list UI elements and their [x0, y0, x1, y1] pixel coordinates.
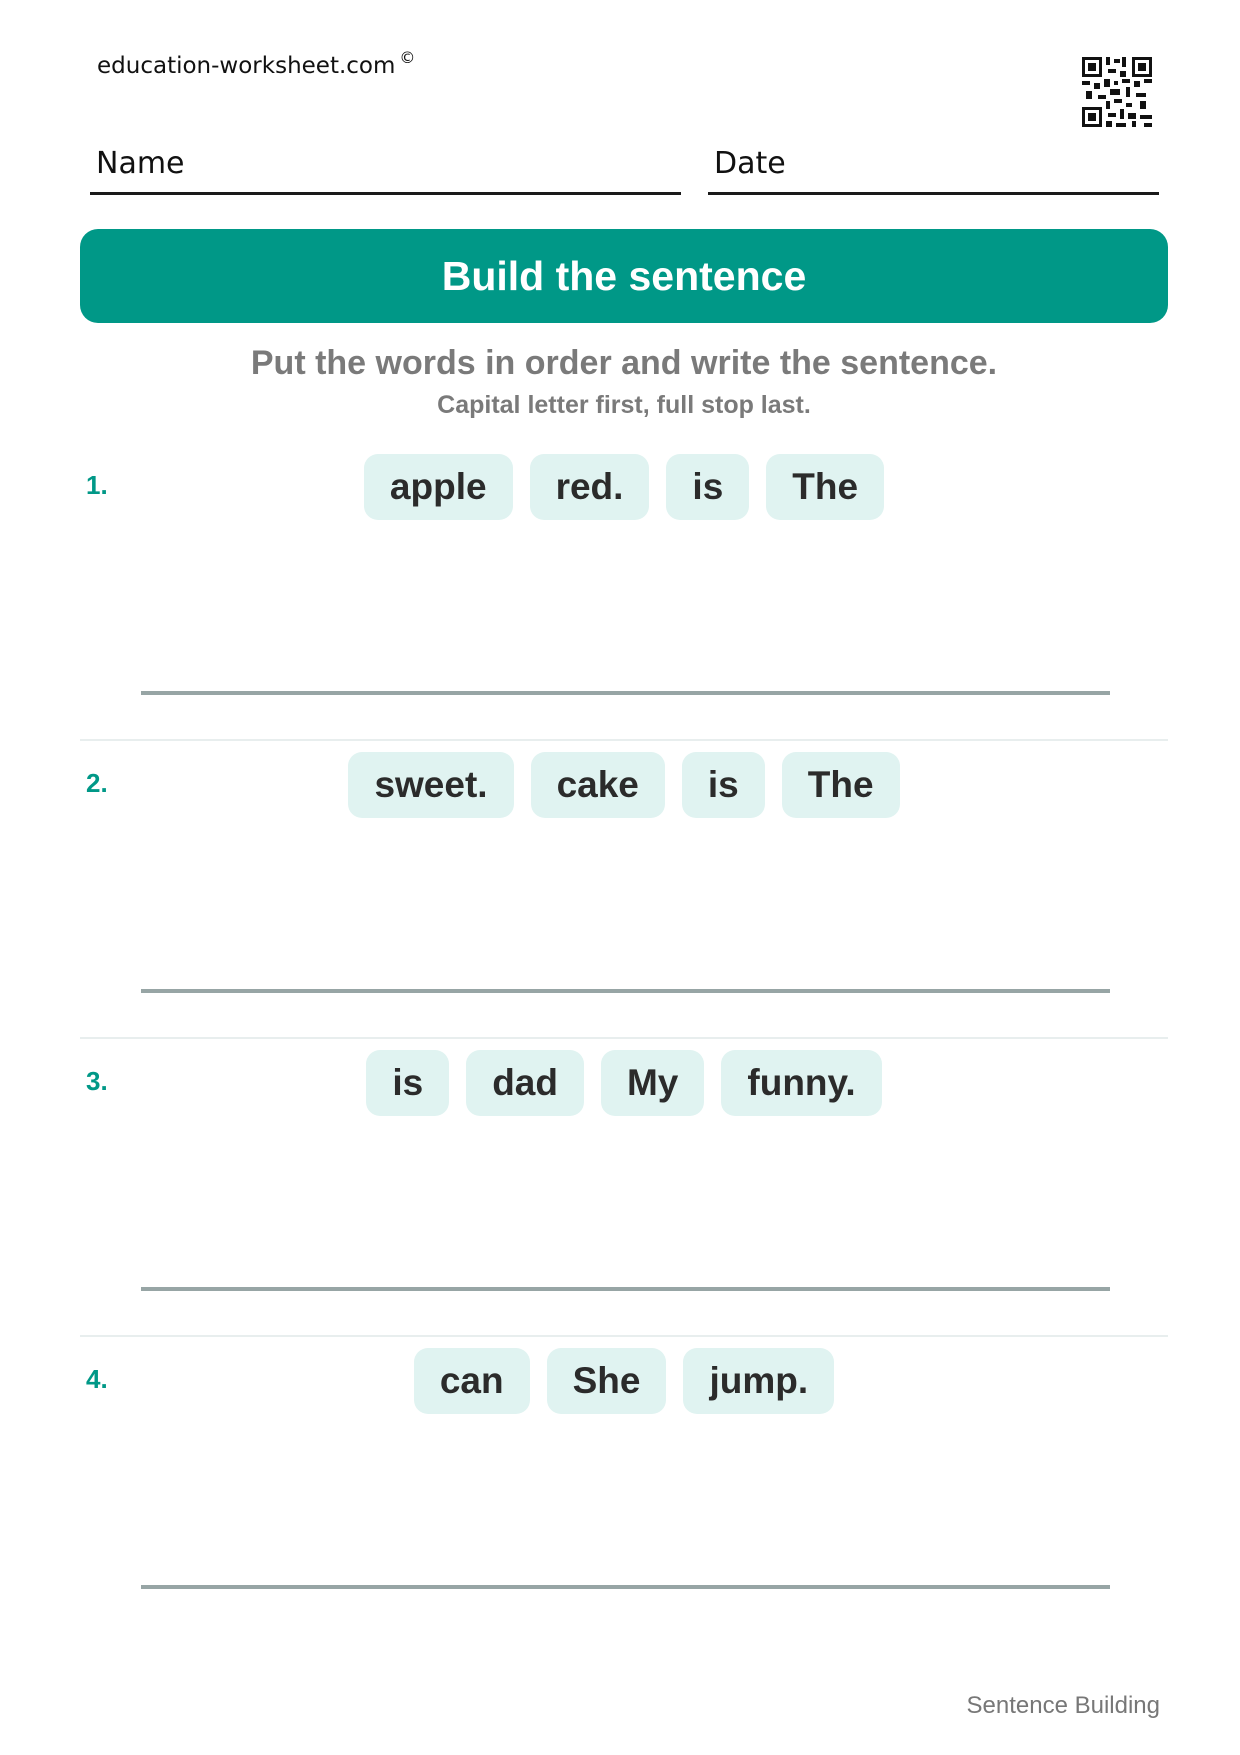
word-tile[interactable]: is: [666, 454, 749, 520]
footer-label: Sentence Building: [966, 1692, 1160, 1719]
item-divider: [80, 739, 1168, 741]
title-banner: [80, 229, 1168, 323]
instruction-main: Put the words in order and write the sentence.: [250, 344, 998, 382]
date-field[interactable]: [708, 140, 1159, 195]
item-number: 1.: [86, 470, 108, 500]
word-tiles: [80, 1348, 1168, 1414]
word-tiles: [80, 752, 1168, 818]
word-tile[interactable]: is: [366, 1050, 449, 1116]
answer-line[interactable]: [141, 1287, 1110, 1291]
site-name-text: education-worksheet.com: [97, 53, 396, 79]
word-tile[interactable]: cake: [531, 752, 665, 818]
answer-line[interactable]: [141, 1585, 1110, 1589]
word-tile[interactable]: My: [601, 1050, 704, 1116]
item-number: 3.: [86, 1066, 108, 1096]
name-label: Name: [96, 146, 185, 181]
exercise-item: [80, 1348, 1168, 1648]
word-tiles: [80, 454, 1168, 520]
word-tile[interactable]: jump.: [683, 1348, 834, 1414]
word-tile[interactable]: is: [682, 752, 765, 818]
word-tile[interactable]: She: [547, 1348, 667, 1414]
qr-code-icon: [1082, 57, 1152, 127]
instruction-sub: Capital letter first, full stop last.: [437, 391, 811, 419]
page-title: Build the sentence: [441, 252, 807, 299]
item-divider: [80, 1037, 1168, 1039]
word-tile[interactable]: funny.: [721, 1050, 881, 1116]
exercise-item: [80, 1050, 1168, 1350]
word-tile[interactable]: red.: [530, 454, 650, 520]
word-tile[interactable]: sweet.: [348, 752, 513, 818]
word-tile[interactable]: dad: [466, 1050, 584, 1116]
word-tile[interactable]: apple: [364, 454, 513, 520]
date-label: Date: [714, 146, 786, 181]
word-tile[interactable]: The: [782, 752, 900, 818]
word-tiles: [80, 1050, 1168, 1116]
exercise-item: [80, 454, 1168, 754]
exercise-item: [80, 752, 1168, 1052]
word-tile[interactable]: The: [766, 454, 884, 520]
name-field[interactable]: [90, 140, 681, 195]
word-tile[interactable]: can: [414, 1348, 530, 1414]
item-number: 2.: [86, 768, 108, 798]
item-divider: [80, 1335, 1168, 1337]
item-number: 4.: [86, 1364, 108, 1394]
answer-line[interactable]: [141, 989, 1110, 993]
copyright-mark: ©: [399, 48, 416, 67]
answer-line[interactable]: [141, 691, 1110, 695]
site-name: [97, 48, 415, 79]
